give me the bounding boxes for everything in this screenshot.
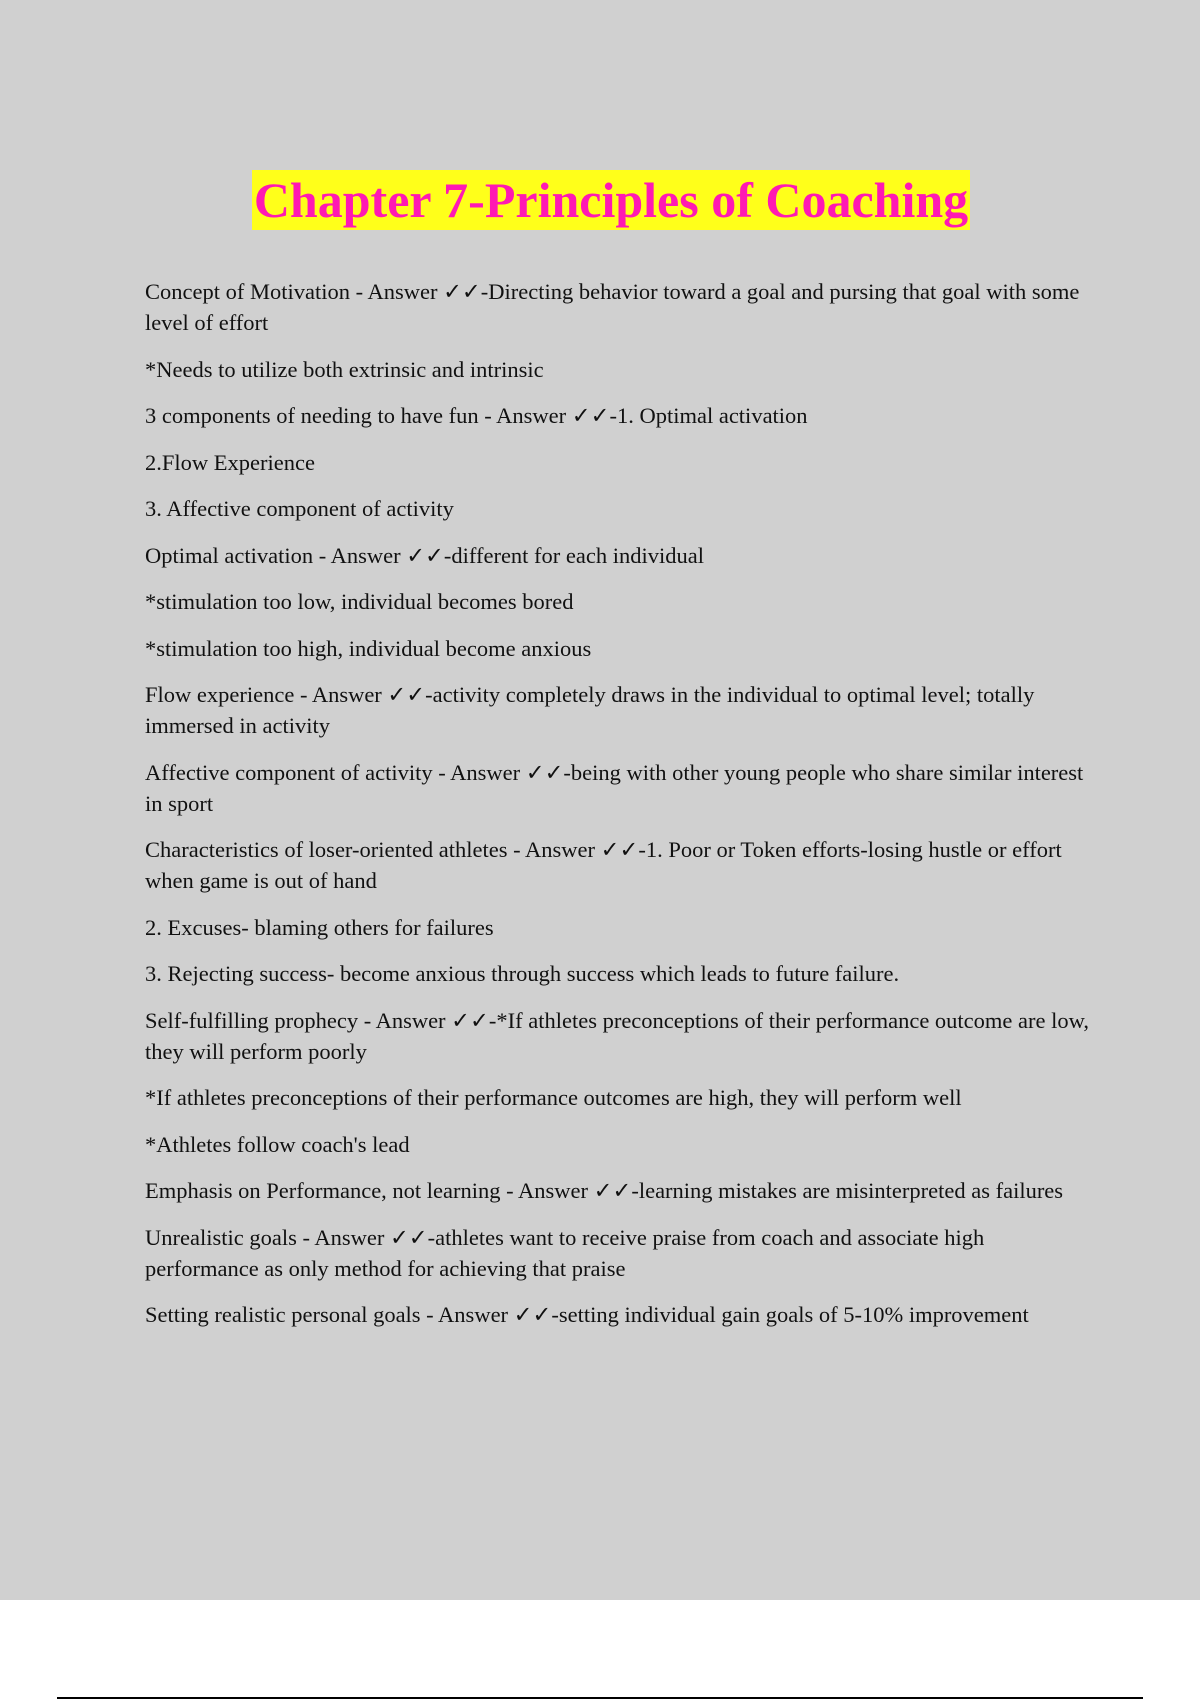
- footer-divider: [57, 1697, 1143, 1699]
- paragraph: 3. Affective component of activity: [145, 496, 454, 521]
- paragraph: Characteristics of loser-oriented athletes - Answer ✓✓-1. Poor or Token efforts-losing hustle or effort when game is out of hand: [145, 837, 1062, 893]
- paragraph: Flow experience - Answer ✓✓-activity completely draws in the individual to optimal level; totally immersed in activity: [145, 682, 1035, 738]
- paragraph: Setting realistic personal goals - Answer ✓✓-setting individual gain goals of 5-10% improvement: [145, 1302, 1029, 1327]
- paragraph: Optimal activation - Answer ✓✓-different for each individual: [145, 542, 704, 568]
- paragraph: Concept of Motivation - Answer ✓✓-Directing behavior toward a goal and pursing that goal with some level of effort: [145, 279, 1080, 335]
- paragraph: *stimulation too low, individual becomes bored: [145, 589, 574, 614]
- paragraph: 3. Rejecting success- become anxious through success which leads to future failure.: [145, 961, 900, 986]
- paragraph: *If athletes preconceptions of their performance outcomes are high, they will perform well: [145, 1085, 962, 1110]
- page-title: Chapter 7-Principles of Coaching: [253, 172, 969, 228]
- paragraph: *Athletes follow coach's lead: [145, 1131, 410, 1157]
- paragraph: 2. Excuses- blaming others for failures: [145, 914, 494, 940]
- paragraph: Unrealistic goals - Answer ✓✓-athletes want to receive praise from coach and associate high performance as only method for achieving that praise: [145, 1224, 985, 1281]
- title-container: [0, 170, 1200, 230]
- paragraph: Emphasis on Performance, not learning - Answer ✓✓-learning mistakes are misinterpreted as failures: [145, 1178, 1064, 1203]
- paragraph: 3 components of needing to have fun - Answer ✓✓-1. Optimal activation: [145, 403, 808, 428]
- paragraph: Affective component of activity - Answer ✓✓-being with other young people who share similar interest in sport: [145, 759, 1084, 816]
- paragraph: 2.Flow Experience: [145, 449, 315, 475]
- document-body: [145, 276, 1095, 1346]
- paragraph: *Needs to utilize both extrinsic and intrinsic: [145, 356, 544, 382]
- paragraph: *stimulation too high, individual become anxious: [145, 635, 592, 661]
- paragraph: Self-fulfilling prophecy - Answer ✓✓-*If athletes preconceptions of their performance outcome are low, they will perform poorly: [145, 1007, 1090, 1064]
